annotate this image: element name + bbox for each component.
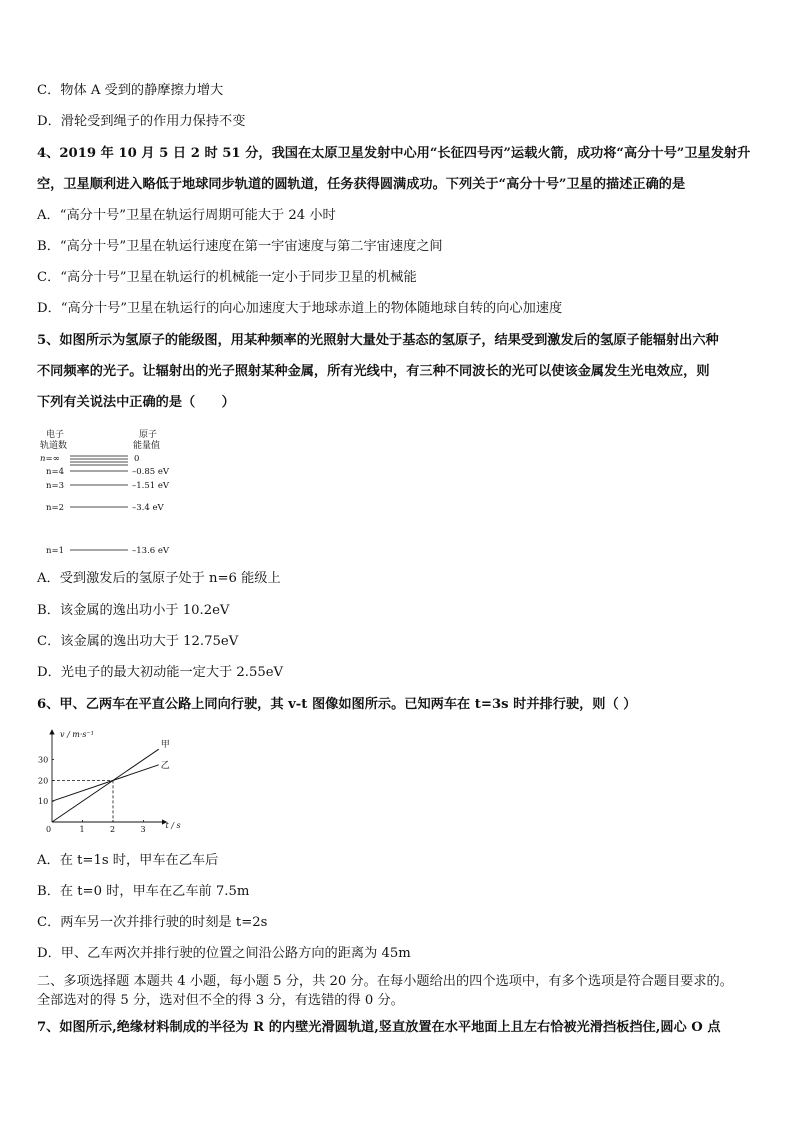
q4-option-b: B．“高分十号”卫星在轨运行速度在第一宇宙速度与第二宇宙速度之间	[37, 239, 443, 254]
y-tick-label: 30	[38, 755, 49, 765]
section-2-heading-1: 二、多项选择题 本题共 4 小题，每小题 5 分，共 20 分。在每小题给出的四个选项中，有多个选项是符合题目要求的。	[37, 974, 733, 989]
q5-stem-2: 不同频率的光子。让辐射出的光子照射某种金属，所有光线中，有三种不同波长的光可以使该金属发生光电效应，则	[37, 364, 710, 379]
x-tick-label: 3	[140, 825, 146, 834]
q4-option-d: D．“高分十号”卫星在轨运行的向心加速度大于地球赤道上的物体随地球自转的向心加速度	[37, 301, 563, 316]
level-inf-label: n=∞	[40, 454, 60, 464]
q6-option-a: A．在 t=1s 时，甲车在乙车后	[37, 853, 219, 868]
q6-stem: 6、甲、乙两车在平直公路上同向行驶，其 v-t 图像如图所示。已知两车在 t=3s 时并排行驶，则（ ）	[37, 697, 637, 712]
vt-chart	[36, 726, 196, 838]
q5-option-c: C．该金属的逸出功大于 12.75eV	[37, 634, 239, 649]
option-d-prev: D．滑轮受到绳子的作用力保持不变	[37, 114, 246, 129]
level-4-label: n=4	[46, 467, 65, 477]
level-4-energy: –0.85 eV	[132, 467, 170, 477]
q4-stem-1: 4、2019 年 10 月 5 日 2 时 51 分，我国在太原卫星发射中心用“长征四号丙”运载火箭，成功将“高分十号”卫星发射升	[37, 146, 751, 161]
y-tick-label: 10	[38, 797, 49, 807]
right-header-2: 能量值	[133, 441, 161, 451]
series-line-jia	[52, 749, 159, 822]
x-tick-label: 0	[46, 825, 52, 834]
level-3-energy: –1.51 eV	[132, 481, 170, 491]
q5-option-d: D．光电子的最大初动能一定大于 2.55eV	[37, 665, 284, 680]
series-line-yi	[52, 765, 159, 801]
y-axis-label: v / m·s⁻¹	[60, 730, 94, 739]
q5-option-b: B．该金属的逸出功小于 10.2eV	[37, 603, 230, 618]
q5-option-a: A．受到激发后的氢原子处于 n=6 能级上	[37, 571, 281, 586]
q4-option-c: C．“高分十号”卫星在轨运行的机械能一定小于同步卫星的机械能	[37, 270, 417, 285]
x-tick-label: 2	[110, 825, 116, 834]
level-2-label: n=2	[46, 503, 65, 513]
option-c-prev: C．物体 A 受到的静摩擦力增大	[37, 83, 224, 98]
q6-option-c: C．两车另一次并排行驶的时刻是 t=2s	[37, 915, 268, 930]
q6-option-b: B．在 t=0 时，甲车在乙车前 7.5m	[37, 884, 250, 899]
series-label-yi: 乙	[160, 760, 170, 771]
left-header-2: 轨道数	[40, 441, 68, 451]
level-1-energy: –13.6 eV	[132, 546, 170, 556]
x-tick-label: 1	[79, 825, 85, 834]
energy-level-diagram	[36, 426, 196, 558]
q5-stem-3: 下列有关说法中正确的是（ ）	[37, 395, 235, 410]
y-tick-label: 20	[38, 776, 49, 786]
section-2-heading-2: 全部选对的得 5 分，选对但不全的得 3 分，有选错的得 0 分。	[37, 993, 404, 1008]
q5-stem-1: 5、如图所示为氢原子的能级图，用某种频率的光照射大量处于基态的氢原子，结果受到激发后的氢原子能辐射出六种	[37, 333, 719, 348]
left-header-1: 电子	[46, 430, 65, 440]
x-axis-label: t / s	[165, 821, 181, 830]
level-2-energy: –3.4 eV	[132, 503, 164, 513]
level-3-label: n=3	[46, 481, 65, 491]
q4-stem-2: 空，卫星顺利进入略低于地球同步轨道的圆轨道，任务获得圆满成功。下列关于“高分十号”卫星的描述正确的是	[37, 177, 686, 192]
right-header-1: 原子	[139, 430, 158, 440]
level-1-label: n=1	[46, 546, 65, 556]
q4-option-a: A．“高分十号”卫星在轨运行周期可能大于 24 小时	[37, 208, 336, 223]
q6-option-d: D．甲、乙车两次并排行驶的位置之间沿公路方向的距离为 45m	[37, 946, 411, 961]
level-inf-energy: 0	[134, 454, 140, 464]
q7-stem: 7、如图所示,绝缘材料制成的半径为 R 的内壁光滑圆轨道,竖直放置在水平地面上且左右恰被光滑挡板挡住,圆心 O 点	[37, 1020, 721, 1035]
series-label-jia: 甲	[160, 740, 170, 751]
